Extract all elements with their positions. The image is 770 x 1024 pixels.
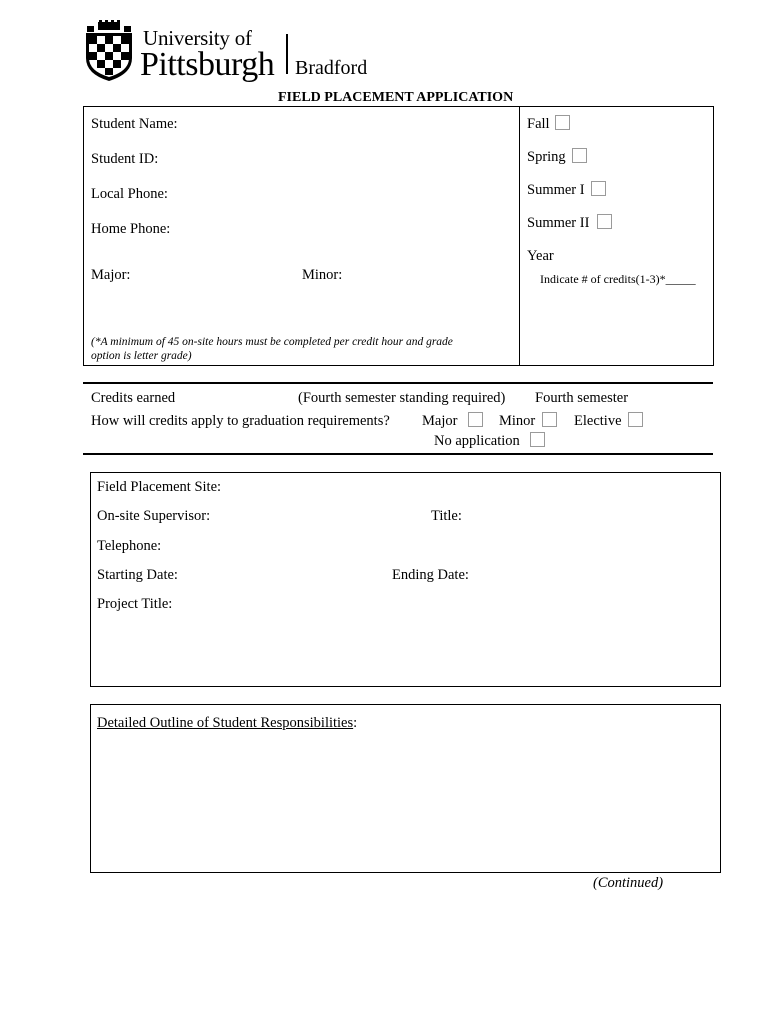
telephone-label: Telephone: [97, 538, 162, 554]
end-date-label: Ending Date: [392, 567, 469, 583]
student-id-label: Student ID: [91, 151, 159, 167]
student-box-divider [519, 106, 520, 365]
major-option-checkbox[interactable] [468, 412, 483, 427]
spring-label: Spring [527, 149, 566, 165]
year-label: Year [527, 248, 554, 264]
minor-option-checkbox[interactable] [542, 412, 557, 427]
elective-option-label: Elective [574, 413, 622, 429]
note-prefix: (* [91, 336, 101, 348]
logo-pittsburgh: Pittsburgh [140, 46, 275, 83]
elective-option-checkbox[interactable] [628, 412, 643, 427]
fourth-semester-label: Fourth semester [535, 390, 629, 406]
no-application-label: No application [434, 433, 520, 449]
minor-label: Minor: [302, 267, 343, 283]
summer2-label: Summer II [527, 215, 590, 231]
local-phone-label: Local Phone: [91, 186, 168, 202]
apply-question: How will credits apply to graduation requirements? [91, 413, 390, 429]
student-info-box [83, 106, 714, 366]
summer1-label: Summer I [527, 182, 585, 198]
summer2-checkbox[interactable] [597, 214, 612, 229]
summer1-checkbox[interactable] [591, 181, 606, 196]
credits-bottom-rule [83, 453, 713, 455]
responsibilities-heading-text: Detailed Outline of Student Responsibilities [97, 715, 354, 731]
form-title: FIELD PLACEMENT APPLICATION [278, 90, 514, 105]
credits-indicator-label: Indicate # of credits(1-3)*_____ [540, 272, 696, 286]
start-date-label: Starting Date: [97, 567, 178, 583]
standing-note: (Fourth semester standing required) [298, 390, 506, 406]
responsibilities-heading-colon: : [353, 715, 358, 731]
student-name-label: Student Name: [91, 116, 178, 132]
credits-earned-label: Credits earned [91, 390, 176, 406]
supervisor-title-label: Title: [431, 508, 462, 524]
project-title-label: Project Title: [97, 596, 173, 612]
major-label: Major: [91, 267, 131, 283]
note-text: A minimum of 45 on-site hours must be completed per credit hour and grade [100, 336, 453, 348]
logo-university-of: University of [143, 26, 252, 50]
placement-site-label: Field Placement Site: [97, 479, 222, 495]
fall-checkbox[interactable] [555, 115, 570, 130]
logo-bradford: Bradford [295, 57, 368, 79]
logo-divider [286, 34, 288, 74]
responsibilities-heading [97, 716, 357, 731]
supervisor-label: On-site Supervisor: [97, 508, 211, 524]
fall-label: Fall [527, 116, 550, 132]
credits-top-rule [83, 382, 713, 384]
spring-checkbox[interactable] [572, 148, 587, 163]
major-option-label: Major [422, 413, 458, 429]
credit-hour-note [91, 337, 453, 349]
home-phone-label: Home Phone: [91, 221, 171, 237]
minor-option-label: Minor [499, 413, 536, 429]
no-application-checkbox[interactable] [530, 432, 545, 447]
credit-hour-note-line2: option is letter grade) [91, 350, 192, 362]
pitt-shield-icon [84, 20, 134, 82]
continued-note: (Continued) [593, 875, 664, 891]
